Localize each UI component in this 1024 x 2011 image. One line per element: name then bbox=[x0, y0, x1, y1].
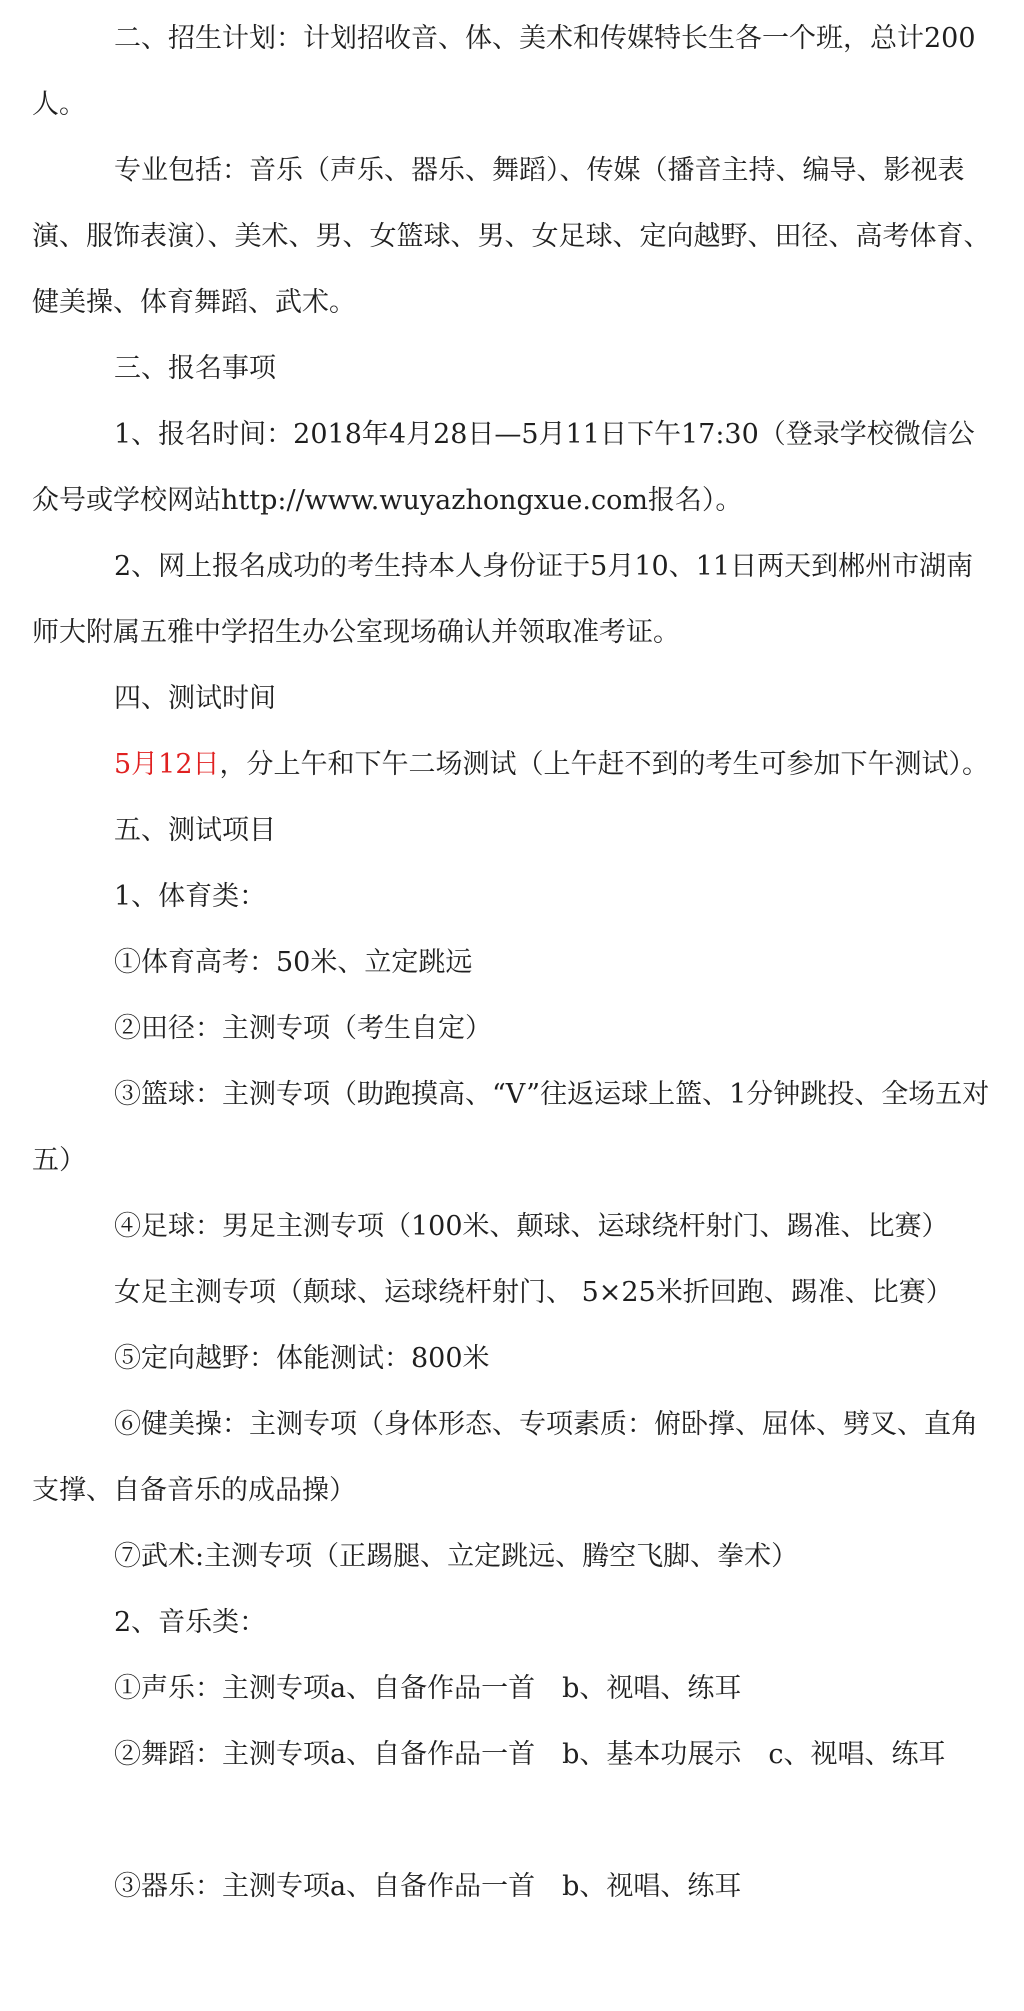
test-date-highlight: 5月12日 bbox=[114, 749, 220, 780]
sports-item-6: ⑥健美操：主测专项（身体形态、专项素质：俯卧撑、屈体、劈叉、直角支撑、自备音乐的成品操） bbox=[32, 1409, 978, 1506]
sports-item-4: ④足球：男足主测专项（100米、颠球、运球绕杆射门、踢准、比赛） bbox=[114, 1211, 949, 1242]
music-item-1: ①声乐：主测专项a、自备作品一首 b、视唱、练耳 bbox=[114, 1673, 742, 1704]
sports-category-heading: 1、体育类： bbox=[114, 881, 267, 912]
test-time-text: ，分上午和下午二场测试（上午赶不到的考生可参加下午测试）。 bbox=[219, 749, 990, 780]
music-item-3: ③器乐：主测专项a、自备作品一首 b、视唱、练耳 bbox=[114, 1871, 742, 1902]
sports-item-5: ⑤定向越野：体能测试：800米 bbox=[114, 1343, 490, 1374]
sports-item-4-women: 女足主测专项（颠球、运球绕杆射门、 5×25米折回跑、踢准、比赛） bbox=[114, 1277, 953, 1308]
section-registration-heading: 三、报名事项 bbox=[114, 353, 276, 384]
registration-time-paragraph: 1、报名时间：2018年4月28日—5月11日下午17:30（登录学校微信公众号或学校网站http://www.wuyazhongxue.com报名）。 bbox=[32, 419, 975, 516]
section-enrollment-plan: 二、招生计划：计划招收音、体、美术和传媒特长生各一个班，总计200人。 bbox=[32, 23, 976, 120]
blank-line bbox=[32, 1788, 998, 1854]
majors-paragraph: 专业包括：音乐（声乐、器乐、舞蹈）、传媒（播音主持、编导、影视表演、服饰表演）、美术、男、女篮球、男、女足球、定向越野、田径、高考体育、健美操、体育舞蹈、武术。 bbox=[32, 155, 991, 318]
registration-confirm-paragraph: 2、网上报名成功的考生持本人身份证于5月10、11日两天到郴州市湖南师大附属五雅中学招生办公室现场确认并领取准考证。 bbox=[32, 551, 974, 648]
music-item-2: ②舞蹈：主测专项a、自备作品一首 b、基本功展示 c、视唱、练耳 bbox=[114, 1739, 946, 1770]
sports-item-2: ②田径：主测专项（考生自定） bbox=[114, 1013, 492, 1044]
sports-item-7: ⑦武术:主测专项（正踢腿、立定跳远、腾空飞脚、拳术） bbox=[114, 1541, 799, 1572]
music-category-heading: 2、音乐类： bbox=[114, 1607, 267, 1638]
section-test-time-heading: 四、测试时间 bbox=[114, 683, 276, 714]
sports-item-3: ③篮球：主测专项（助跑摸高、“V”往返运球上篮、1分钟跳投、全场五对五） bbox=[32, 1079, 990, 1176]
test-time-paragraph bbox=[32, 732, 998, 798]
section-test-items-heading: 五、测试项目 bbox=[114, 815, 276, 846]
sports-item-1: ①体育高考：50米、立定跳远 bbox=[114, 947, 473, 978]
